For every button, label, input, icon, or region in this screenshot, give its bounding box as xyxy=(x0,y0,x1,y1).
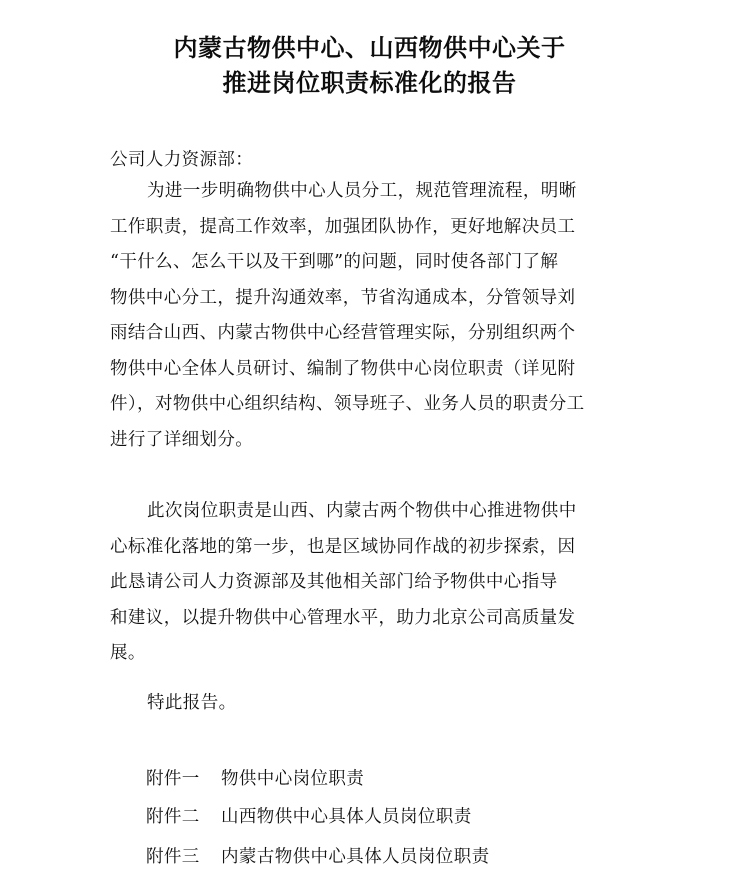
closing-remark: 特此报告。 xyxy=(147,693,237,713)
paragraph-line: 心标准化落地的第一步，也是区域协同作战的初步探索，因 xyxy=(110,536,576,557)
attachment-label: 附件一 xyxy=(146,769,200,789)
attachment-title: 物供中心岗位职责 xyxy=(221,769,365,789)
attachment-item xyxy=(146,803,472,828)
paragraph-line: “干什么、怎么干以及干到哪”的问题，同时使各部门了解 xyxy=(110,252,559,272)
paragraph-2 xyxy=(110,494,630,672)
document-title-line-1: 内蒙古物供中心、山西物供中心关于 xyxy=(173,34,566,62)
salutation: 公司人力资源部： xyxy=(110,150,254,170)
attachment-label: 附件三 xyxy=(146,847,200,867)
paragraph-line: 物供中心分工，提升沟通效率，节省沟通成本，分管领导刘 xyxy=(110,287,576,308)
paragraph-line: 为进一步明确物供中心人员分工，规范管理流程，明晰 xyxy=(147,181,577,201)
attachment-label: 附件二 xyxy=(146,807,200,827)
paragraph-line: 物供中心全体人员研讨、编制了物供中心岗位职责（详见附 xyxy=(110,358,576,379)
paragraph-line: 此恳请公司人力资源部及其他相关部门给予物供中心指导 xyxy=(110,572,558,592)
attachment-item xyxy=(146,765,364,790)
attachment-item xyxy=(146,843,490,868)
paragraph-line: 件），对物供中心组织结构、领导班子、业务人员的职责分工 xyxy=(110,394,585,414)
paragraph-line: 工作职责，提高工作效率，加强团队协作，更好地解决员工 xyxy=(110,216,576,237)
paragraph-line: 和建议，以提升物供中心管理水平，助力北京公司高质量发 xyxy=(110,607,576,628)
document-title-line-2: 推进岗位职责标准化的报告 xyxy=(222,69,517,97)
attachment-title: 山西物供中心具体人员岗位职责 xyxy=(221,807,472,827)
paragraph-line: 雨结合山西、内蒙古物供中心经营管理实际，分别组织两个 xyxy=(110,323,576,343)
attachment-title: 内蒙古物供中心具体人员岗位职责 xyxy=(221,847,490,867)
paragraph-line: 此次岗位职责是山西、内蒙古两个物供中心推进物供中 xyxy=(147,501,577,521)
paragraph-1 xyxy=(110,174,630,458)
paragraph-line: 展。 xyxy=(110,643,146,663)
paragraph-line: 进行了详细划分。 xyxy=(110,429,254,450)
